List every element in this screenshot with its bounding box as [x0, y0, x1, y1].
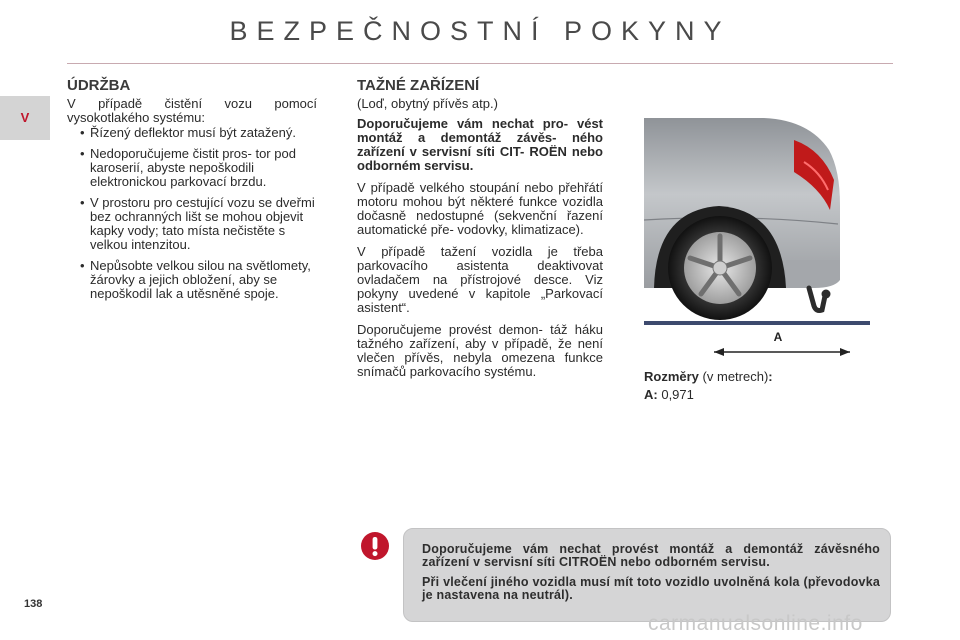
page-number: 138 [24, 598, 43, 610]
list-item: • Nedoporučujeme čistit pros- tor pod karoserií, abyste nepoškodili elektronickou parkovací brzdu. [80, 147, 317, 189]
towing-paragraph: V případě tažení vozidla je třeba parkovacího asistenta deaktivovat ovladačem na přístrojové desce. Viz pokyny uvedené v kapitole „Parkovací asistent“. [357, 244, 603, 315]
list-item: • Nepůsobte velkou silou na světlomety, žárovky a jejich obložení, aby se nepoškodil lak a utěsněné spoje. [80, 259, 317, 301]
list-item: • Řízený deflektor musí být zatažený. [80, 126, 317, 140]
page-title: BEZPEČNOSTNÍ POKYNY [229, 16, 731, 46]
tow-bar-figure [644, 110, 870, 404]
dimensions [644, 368, 870, 404]
towing-paragraph: Doporučujeme provést demon- táž háku tažného zařízení, aby v případě, že není vlečen přívěs, nebyla omezena funkce snímačů parkovacího systému. [357, 322, 603, 379]
watermark: carmanualsonline.info [648, 612, 863, 635]
maintenance-list [80, 126, 317, 301]
dimensions-colon: : [768, 369, 773, 384]
title-divider [67, 63, 893, 64]
warning-exclamation-icon [361, 532, 389, 560]
dimension-a-label: A: [644, 387, 658, 402]
maintenance-heading: ÚDRŽBA [67, 77, 131, 94]
dimensions-label: Rozměry [644, 369, 699, 384]
towing-recommendation: Doporučujeme vám nechat pro- vést montáž a demontáž závěs- ného zařízení v servisní síti CIT- ROËN nebo odborném servisu. [357, 116, 603, 173]
warning-box [403, 528, 891, 622]
maintenance-section [67, 79, 317, 308]
towing-parenthetical: (Loď, obytný přívěs atp.) [357, 96, 498, 111]
warning-paragraph: Při vlečení jiného vozidla musí mít toto vozidlo uvolněná kola (převodovka je nastavena na neutrál). [422, 575, 880, 602]
chapter-tab[interactable]: V [0, 96, 50, 140]
towing-paragraph: V případě velkého stoupání nebo přehřátí motoru mohou být některé funkce vozidla dočasně nedostupné (sekvenční řazení automatické pře- vodovky, klimatizace). [357, 180, 603, 237]
warning-paragraph: Doporučujeme vám nechat provést montáž a demontáž závěsného zařízení v servisní síti CITROËN nebo odborném servisu. [422, 542, 880, 569]
car-rear-towbar-illustration [644, 110, 870, 328]
dimension-a-value: 0,971 [661, 387, 694, 402]
towing-section [357, 79, 603, 387]
list-item: • V prostoru pro cestující vozu se dveřmi bez ochranných lišt se mohou objevit kapky vody; tato místa nečistěte s velkou intenzitou. [80, 196, 317, 252]
towing-heading: TAŽNÉ ZAŘÍZENÍ [357, 77, 480, 94]
dimensions-unit: (v metrech) [702, 369, 769, 384]
dimension-arrow [644, 328, 870, 362]
maintenance-intro: V případě čistění vozu pomocí vysokotlakého systému: [67, 96, 317, 125]
dimension-marker: A [773, 330, 783, 344]
